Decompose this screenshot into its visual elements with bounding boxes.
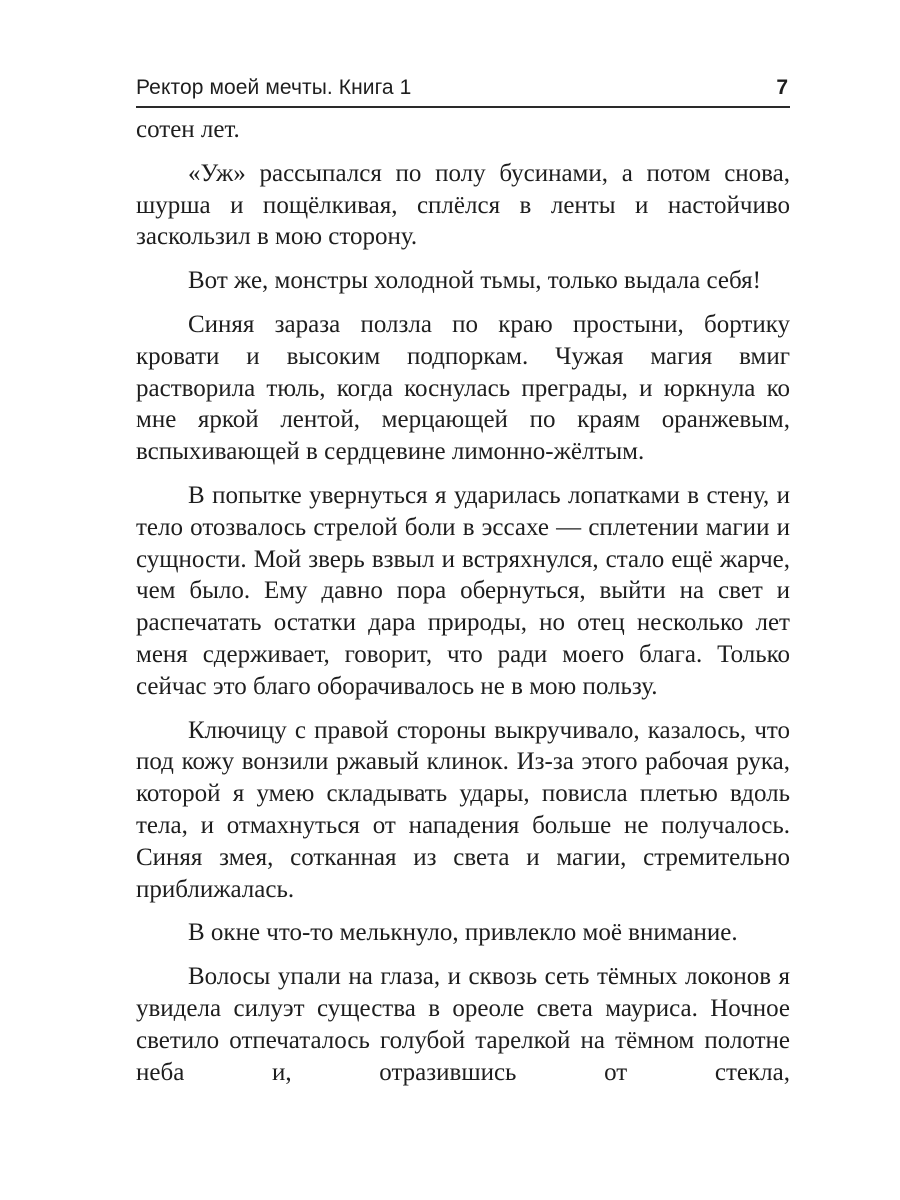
page-number: 7 — [776, 76, 788, 99]
paragraph: Волосы упали на глаза, и сквозь сеть тёмных локонов я увидела силуэт существа в ореоле света мауриса. Ночное светило отпечаталось голубой тарелкой на тёмном полотне неба и, отразившись от стекла, — [136, 963, 790, 1086]
book-text — [136, 114, 790, 1088]
paragraph: Ключицу с правой стороны выкручивало, казалось, что под кожу вонзили ржавый клинок. Из-за этого рабочая рука, которой я умею складывать удары, повисла плетью вдоль тела, и отмахнуться от нападения больше не получалось. Синяя змея, сотканная из света и магии, стремительно приближалась. — [136, 716, 790, 903]
paragraph: Синяя зараза ползла по краю простыни, бортику кровати и высоким подпоркам. Чужая магия вмиг растворила тюль, когда коснулась преграды, и юркнула ко мне яркой лентой, мерцающей по краям оранжевым, вспыхивающей в сердцевине лимонно-жёлтым. — [136, 310, 790, 466]
paragraph: «Уж» рассыпался по полу бусинами, а потом снова, шурша и пощёлкивая, сплёлся в ленты и настойчиво заскользил в мою сторону. — [136, 159, 790, 251]
running-title: Ректор моей мечты. Книга 1 — [136, 76, 412, 99]
paragraph: В окне что-то мелькнуло, привлекло моё внимание. — [188, 919, 738, 947]
paragraph: сотен лет. — [136, 116, 240, 143]
running-header — [136, 70, 790, 108]
paragraph: Вот же, монстры холодной тьмы, только выдала себя! — [188, 267, 761, 295]
paragraph: В попытке увернуться я ударилась лопатками в стену, и тело отозвалось стрелой боли в эссахе — сплетении магии и сущности. Мой зверь взвыл и встряхнулся, стало ещё жарче, чем было. Ему давно пора обернуться, выйти на свет и распечатать остатки дара природы, но отец несколько лет меня сдерживает, говорит, что ради моего блага. Только сейчас это благо оборачивалось не в мою пользу. — [136, 481, 790, 700]
